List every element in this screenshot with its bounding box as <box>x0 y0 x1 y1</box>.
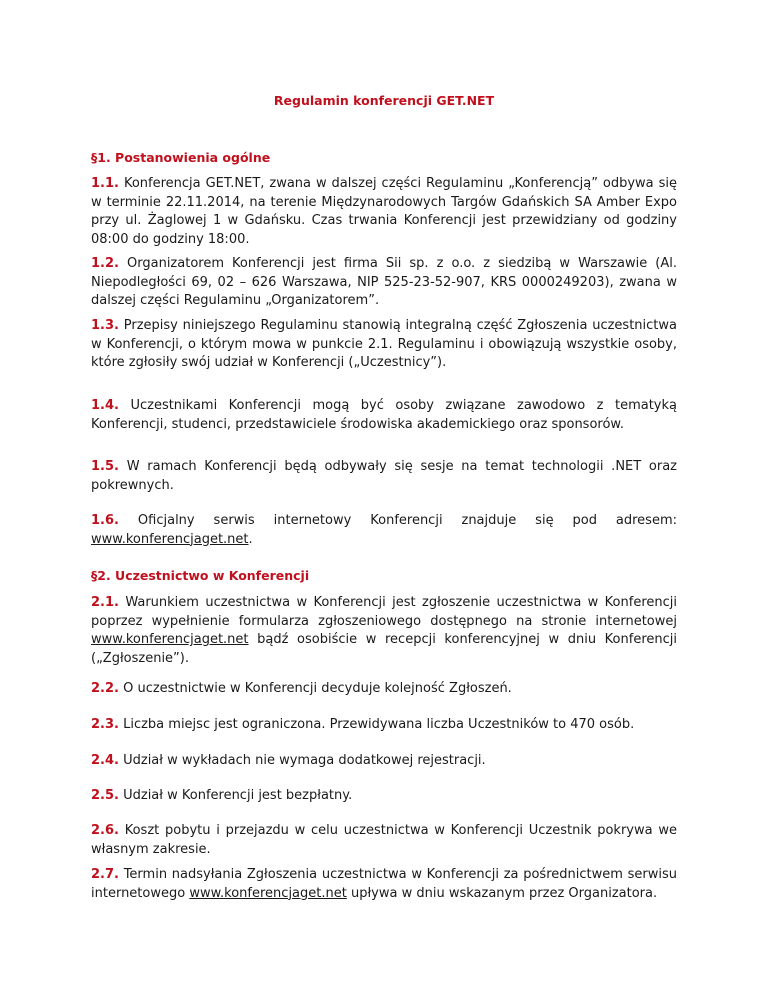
paragraph-text: Termin nadsyłania Zgłoszenia uczestnictwa w Konferencji za pośrednictwem serwisu internetowego <box>91 867 677 901</box>
paragraph-2-3 <box>91 716 677 735</box>
paragraph-text: Warunkiem uczestnictwa w Konferencji jest zgłoszenie uczestnictwa w Konferencji poprzez wypełnienie formularza zgłoszeniowego dostępnego na stronie internetowej <box>91 595 677 629</box>
paragraph-number: 1.6. <box>91 513 119 528</box>
paragraph-text: Udział w wykładach nie wymaga dodatkowej rejestracji. <box>123 753 486 768</box>
paragraph-number: 2.4. <box>91 753 119 768</box>
paragraph-line <box>91 531 677 550</box>
paragraph-end: . <box>248 531 253 547</box>
paragraph-2-7 <box>91 866 677 903</box>
paragraph-2-4 <box>91 752 677 771</box>
paragraph-number: 2.1. <box>91 595 119 610</box>
paragraph-text: Oficjalny serwis internetowy Konferencji znajduje się pod adresem: <box>137 513 677 528</box>
paragraph-text: Przepisy niniejszego Regulaminu stanowią integralną część Zgłoszenia uczestnictwa w Konferencji, o którym mowa w punkcie 2.1. Regulaminu i obowiązują wszystkie osoby, które zgłosiły swój udział w Konferencji („Uczestnicy”). <box>91 318 677 370</box>
paragraph-1-1 <box>91 175 677 249</box>
paragraph-line <box>91 512 677 531</box>
paragraph-number: 1.1. <box>91 176 119 191</box>
paragraph-text-continued: upływa w dniu wskazanym przez Organizatora. <box>350 885 658 901</box>
website-link[interactable]: www.konferencjaget.net <box>91 632 249 647</box>
paragraph-2-1 <box>91 594 677 668</box>
paragraph-1-5 <box>91 458 677 495</box>
paragraph-text: Liczba miejsc jest ograniczona. Przewidywana liczba Uczestników to 470 osób. <box>123 717 635 732</box>
paragraph-number: 2.6. <box>91 823 119 838</box>
paragraph-text: Konferencja GET.NET, zwana w dalszej części Regulaminu „Konferencją” odbywa się w terminie 22.11.2014, na terenie Międzynarodowych Targów Gdańskich SA Amber Expo przy ul. Żaglowej 1 w Gdańsku. Czas trwania Konferencji jest przewidziany od godziny 08:00 do godziny 18:00. <box>91 176 677 247</box>
paragraph-number: 2.7. <box>91 867 119 882</box>
website-link[interactable]: www.konferencjaget.net <box>189 885 347 901</box>
paragraph-number: 2.2. <box>91 681 119 696</box>
paragraph-2-6 <box>91 822 677 859</box>
paragraph-1-2 <box>91 255 677 311</box>
section-heading-2: §2. Uczestnictwo w Konferencji <box>91 568 310 583</box>
section-heading-1: §1. Postanowienia ogólne <box>91 150 271 165</box>
paragraph-text: Koszt pobytu i przejazdu w celu uczestnictwa w Konferencji Uczestnik pokrywa we własnym zakresie. <box>91 823 677 857</box>
paragraph-number: 2.5. <box>91 788 119 803</box>
website-link[interactable]: www.konferencjaget.net <box>91 531 249 547</box>
paragraph-1-4 <box>91 397 677 434</box>
paragraph-2-5 <box>91 787 677 806</box>
paragraph-text: Organizatorem Konferencji jest firma Sii sp. z o.o. z siedzibą w Warszawie (Al. Niepodległości 69, 02 – 626 Warszawa, NIP 525-23-52-907, KRS 0000249203), zwana w dalszej części Regulaminu „Organizatorem”. <box>91 256 677 308</box>
document-title: Regulamin konferencji GET.NET <box>273 93 495 108</box>
paragraph-number: 1.4. <box>91 398 119 413</box>
paragraph-text: Uczestnikami Konferencji mogą być osoby związane zawodowo z tematyką Konferencji, studenci, przedstawiciele środowiska akademickiego oraz sponsorów. <box>91 398 677 432</box>
paragraph-text-continued: bądź osobiście w recepcji konferencyjnej w dniu Konferencji („Zgłoszenie”). <box>91 632 677 666</box>
paragraph-1-6 <box>91 512 677 549</box>
paragraph-2-2 <box>91 680 677 699</box>
paragraph-1-3 <box>91 317 677 373</box>
paragraph-text: O uczestnictwie w Konferencji decyduje kolejność Zgłoszeń. <box>123 681 512 696</box>
paragraph-number: 1.5. <box>91 459 119 474</box>
paragraph-number: 1.3. <box>91 318 119 333</box>
paragraph-number: 1.2. <box>91 256 119 271</box>
paragraph-number: 2.3. <box>91 717 119 732</box>
paragraph-text: W ramach Konferencji będą odbywały się sesje na temat technologii .NET oraz pokrewnych. <box>91 459 677 493</box>
paragraph-text: Udział w Konferencji jest bezpłatny. <box>123 788 353 803</box>
